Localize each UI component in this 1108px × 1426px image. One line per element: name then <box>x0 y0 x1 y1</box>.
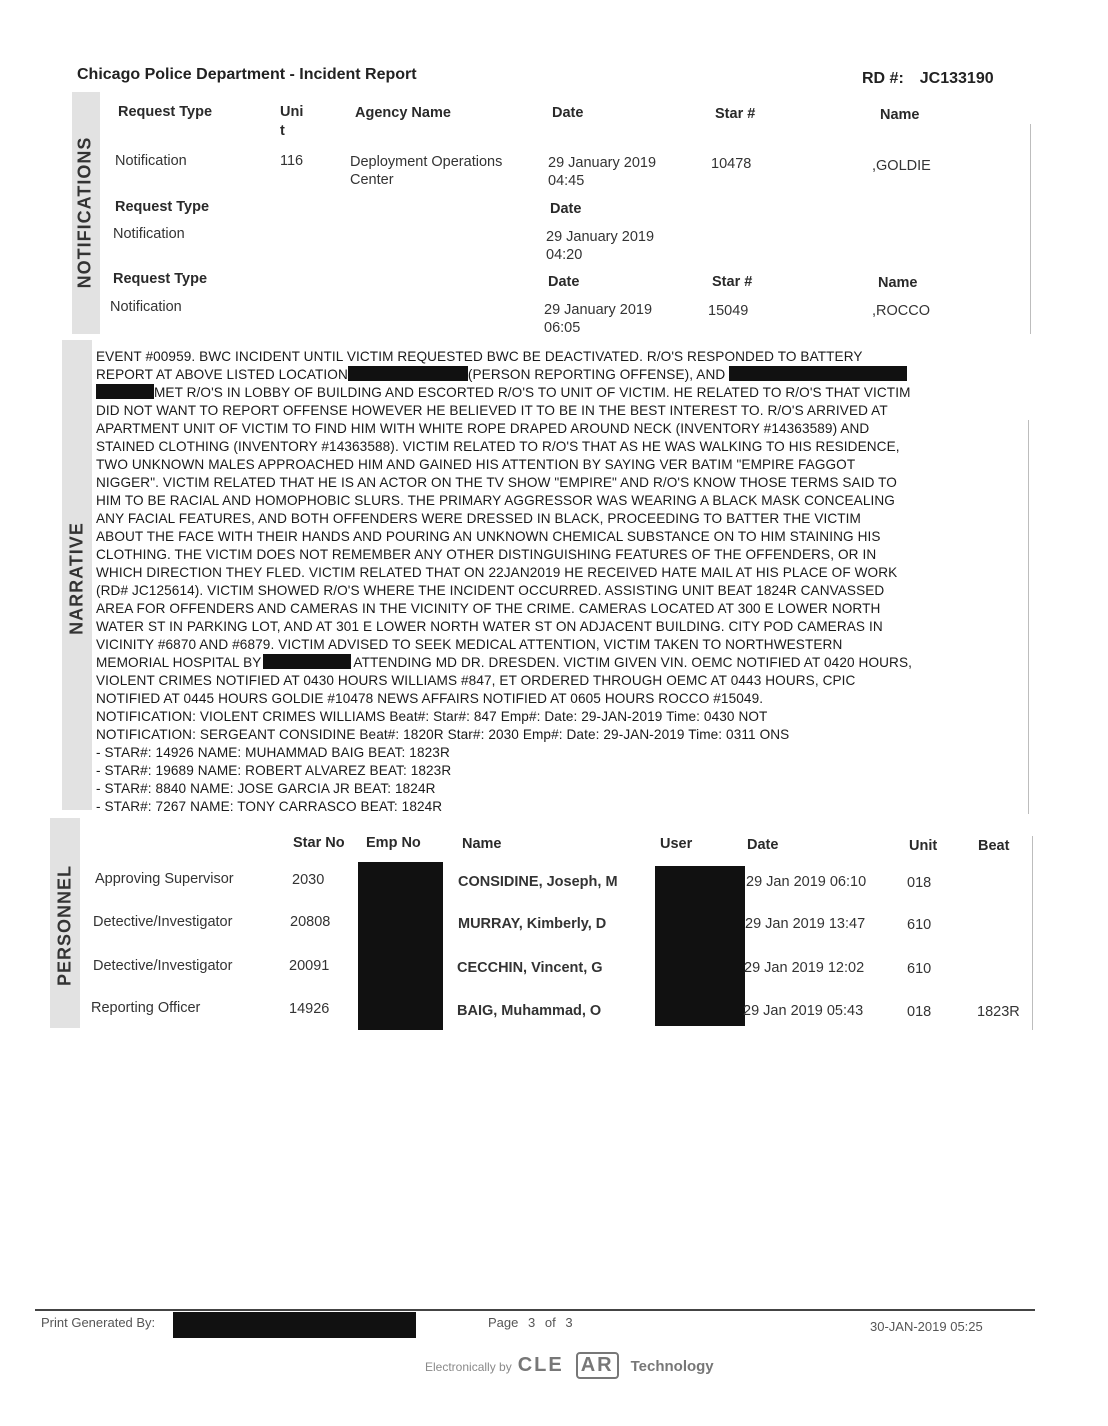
page-of: of <box>544 1315 556 1330</box>
personnel-row3-unit: 610 <box>907 961 932 977</box>
notif-header3-date: Date <box>548 274 580 290</box>
narrative-line: WATER ST IN PARKING LOT, AND AT 301 E LOWER NORTH WATER ST ON ADJACENT BUILDING. CITY POD CAMERAS IN <box>96 619 883 634</box>
personnel-section-label: PERSONNEL <box>54 864 75 987</box>
narrative-line: (RD# JC125614). VICTIM SHOWED R/O'S WHERE THE INCIDENT OCCURRED. ASSISTING UNIT BEAT 1824R CANVASSED <box>96 583 885 598</box>
narrative-fragment: MET R/O'S IN LOBBY OF BUILDING AND ESCORTED R/O'S TO UNIT OF VICTIM. HE RELATED TO R/O'S THAT VICTIM <box>154 385 911 400</box>
redaction-box <box>96 384 154 399</box>
personnel-row4-star: 14926 <box>289 1001 330 1017</box>
personnel-header-star: Star No <box>293 835 345 851</box>
narrative-line: ANY FACIAL FEATURES, AND BOTH OFFENDERS WERE DRESSED IN BLACK, PROCEEDING TO BATTER THE VICTIM <box>96 511 861 526</box>
personnel-row1-unit: 018 <box>907 875 932 891</box>
redaction-box <box>263 654 351 669</box>
narrative-line: DID NOT WANT TO REPORT OFFENSE HOWEVER HE BELIEVED IT TO BE IN THE BEST INTEREST TO. R/O'S ARRIVED AT <box>96 403 888 418</box>
notif-row1-agency-b: Center <box>350 172 394 188</box>
narrative-line <box>96 366 1036 384</box>
notif-header-request-type: Request Type <box>118 104 213 120</box>
personnel-row3-date: 29 Jan 2019 12:02 <box>744 960 865 976</box>
personnel-row3-name: CECCHIN, Vincent, G <box>457 960 603 976</box>
personnel-row4-unit: 018 <box>907 1004 932 1020</box>
notif-row2-date-b: 04:20 <box>546 247 583 263</box>
narrative-line: APARTMENT UNIT OF VICTIM TO FIND HIM WITH WHITE ROPE DRAPED AROUND NECK (INVENTORY #14363589) AND <box>96 421 870 436</box>
narrative-line <box>96 654 1036 672</box>
narrative-line: AREA FOR OFFENDERS AND CAMERAS IN THE VICINITY OF THE CRIME. CAMERAS LOCATED AT 300 E LOWER NORTH <box>96 601 881 616</box>
rd-label: RD #: <box>862 70 904 87</box>
personnel-row1-name: CONSIDINE, Joseph, M <box>458 874 618 890</box>
logo-cle: CLE <box>517 1354 564 1376</box>
page-total: 3 <box>565 1315 573 1330</box>
narrative-line: VIOLENT CRIMES NOTIFIED AT 0430 HOURS WILLIAMS #847, ET ORDERED THROUGH OEMC AT 0443 HOURS, CPIC <box>96 673 856 688</box>
personnel-row2-name: MURRAY, Kimberly, D <box>458 916 607 932</box>
personnel-header-beat: Beat <box>978 838 1010 854</box>
notifications-right-border <box>1030 124 1031 334</box>
narrative-line: NOTIFIED AT 0445 HOURS GOLDIE #10478 NEWS AFFAIRS NOTIFIED AT 0605 HOURS ROCCO #15049. <box>96 691 764 706</box>
personnel-header-user: User <box>660 836 693 852</box>
clear-technology-logo <box>425 1352 720 1379</box>
narrative-line: - STAR#: 19689 NAME: ROBERT ALVAREZ BEAT: 1823R <box>96 763 452 778</box>
rd-value: JC133190 <box>919 70 994 87</box>
notif-header-agency: Agency Name <box>355 105 451 121</box>
narrative-line: STAINED CLOTHING (INVENTORY #14363588). VICTIM RELATED TO R/O'S THAT AS HE WAS WALKING TO HIS RESIDENCE, <box>96 439 900 454</box>
notif-header2-request-type: Request Type <box>115 199 210 215</box>
narrative-line: VICINITY #6870 AND #6879. VICTIM ADVISED TO SEEK MEDICAL ATTENTION, VICTIM TAKEN TO NORTHWESTERN <box>96 637 843 652</box>
personnel-header-emp: Emp No <box>366 835 421 851</box>
notif-header3-name: Name <box>878 275 918 291</box>
footer-rule <box>35 1309 1035 1311</box>
page-indicator <box>488 1315 573 1330</box>
notif-row1-unit: 116 <box>280 153 304 169</box>
personnel-row3-role: Detective/Investigator <box>93 958 233 974</box>
personnel-header-name: Name <box>462 836 502 852</box>
logo-small-text: Electronically by <box>425 1360 512 1374</box>
page-number: 3 <box>528 1315 536 1330</box>
personnel-row2-unit: 610 <box>907 917 932 933</box>
narrative-fragment: (PERSON REPORTING OFFENSE), AND <box>467 367 726 382</box>
user-redaction <box>655 866 745 1026</box>
notif-header-star: Star # <box>715 106 756 122</box>
narrative-line: NIGGER". VICTIM RELATED THAT HE IS AN ACTOR ON THE TV SHOW "EMPIRE" AND R/O'S KNOW THOSE TERMS SAID TO <box>96 475 897 490</box>
personnel-row4-role: Reporting Officer <box>91 1000 201 1016</box>
page-label: Page <box>488 1315 519 1330</box>
print-timestamp: 30-JAN-2019 05:25 <box>870 1319 983 1334</box>
notif-row2-date-a: 29 January 2019 <box>546 229 655 245</box>
narrative-line: - STAR#: 7267 NAME: TONY CARRASCO BEAT: 1824R <box>96 799 443 814</box>
personnel-row2-date: 29 Jan 2019 13:47 <box>745 916 866 932</box>
personnel-row1-star: 2030 <box>292 872 325 888</box>
rd-number <box>862 70 994 88</box>
personnel-row1-date: 29 Jan 2019 06:10 <box>746 874 867 890</box>
personnel-row4-name: BAIG, Muhammad, O <box>457 1003 602 1019</box>
redaction-box <box>348 366 468 381</box>
notif-header-name: Name <box>880 107 920 123</box>
personnel-row2-star: 20808 <box>290 914 331 930</box>
notif-header3-star: Star # <box>712 274 753 290</box>
narrative-line <box>96 384 1036 402</box>
notif-row1-request-type: Notification <box>115 153 187 169</box>
personnel-row3-star: 20091 <box>289 958 330 974</box>
notif-header2-date: Date <box>550 201 582 217</box>
narrative-section-label: NARRATIVE <box>66 522 87 635</box>
notif-row3-request-type: Notification <box>110 299 182 315</box>
narrative-fragment: ATTENDING MD DR. DRESDEN. VICTIM GIVEN VIN. OEMC NOTIFIED AT 0420 HOURS, <box>353 655 912 670</box>
personnel-right-border <box>1032 836 1033 1030</box>
personnel-row1-role: Approving Supervisor <box>95 871 234 887</box>
notif-row1-agency-a: Deployment Operations <box>350 154 503 170</box>
narrative-fragment: MEMORIAL HOSPITAL BY <box>96 655 262 670</box>
logo-tech: Technology <box>630 1358 714 1375</box>
narrative-line: NOTIFICATION: VIOLENT CRIMES WILLIAMS Beat#: Star#: 847 Emp#: Date: 29-JAN-2019 Time: 0430 NOT <box>96 709 768 724</box>
emp-no-redaction <box>358 862 443 1030</box>
notif-row1-star: 10478 <box>711 156 752 172</box>
narrative-line: ABOUT THE FACE WITH THEIR HANDS AND POURING AN UNKNOWN CHEMICAL SUBSTANCE ON TO HIM STAINING HIS <box>96 529 881 544</box>
narrative-line: CLOTHING. THE VICTIM DOES NOT REMEMBER ANY OTHER DISTINGUISHING FEATURES OF THE OFFENDERS, OR IN <box>96 547 877 562</box>
personnel-header-date: Date <box>747 837 779 853</box>
narrative-line: TWO UNKNOWN MALES APPROACHED HIM AND GAINED HIS ATTENTION BY SAYING VER BATIM "EMPIRE FAGGOT <box>96 457 856 472</box>
narrative-line: - STAR#: 8840 NAME: JOSE GARCIA JR BEAT: 1824R <box>96 781 436 796</box>
notif-header-unit-a: Uni <box>280 104 304 120</box>
notif-row3-name: ,ROCCO <box>872 303 930 319</box>
notif-row1-name: ,GOLDIE <box>872 158 931 174</box>
narrative-line: WHICH DIRECTION THEY FLED. VICTIM RELATED THAT ON 22JAN2019 HE RECEIVED HATE MAIL AT HIS PLACE OF WORK <box>96 565 898 580</box>
notif-header3-request-type: Request Type <box>113 271 208 287</box>
print-generated-label: Print Generated By: <box>41 1315 156 1330</box>
notif-row3-date-b: 06:05 <box>544 320 581 336</box>
print-generated-redaction <box>173 1312 416 1338</box>
personnel-row4-beat: 1823R <box>977 1004 1020 1020</box>
personnel-header-unit: Unit <box>909 838 938 854</box>
logo-ar: AR <box>576 1352 619 1379</box>
notif-header-date: Date <box>552 105 584 121</box>
notifications-section-label: NOTIFICATIONS <box>74 136 95 289</box>
narrative-text <box>96 348 1036 816</box>
notif-row2-request-type: Notification <box>113 226 185 242</box>
redaction-box <box>729 366 907 381</box>
notif-row3-date-a: 29 January 2019 <box>544 302 653 318</box>
notif-row1-date-a: 29 January 2019 <box>548 155 657 171</box>
narrative-line: HIM TO BE RACIAL AND HOMOPHOBIC SLURS. THE PRIMARY AGGRESSOR WAS WEARING A BLACK MASK CONCEALING <box>96 493 895 508</box>
narrative-line: - STAR#: 14926 NAME: MUHAMMAD BAIG BEAT: 1823R <box>96 745 450 760</box>
narrative-line: NOTIFICATION: SERGEANT CONSIDINE Beat#: 1820R Star#: 2030 Emp#: Date: 29-JAN-2019 Time: 0311 ONS <box>96 727 790 742</box>
report-title: Chicago Police Department - Incident Report <box>77 66 417 83</box>
narrative-line: EVENT #00959. BWC INCIDENT UNTIL VICTIM REQUESTED BWC BE DEACTIVATED. R/O'S RESPONDED TO BATTERY <box>96 349 863 364</box>
notif-header-unit-b: t <box>280 123 285 139</box>
personnel-row4-date: 29 Jan 2019 05:43 <box>743 1003 864 1019</box>
notif-row1-date-b: 04:45 <box>548 173 585 189</box>
narrative-fragment: REPORT AT ABOVE LISTED LOCATION <box>96 367 348 382</box>
personnel-row2-role: Detective/Investigator <box>93 914 233 930</box>
notif-row3-star: 15049 <box>708 303 749 319</box>
